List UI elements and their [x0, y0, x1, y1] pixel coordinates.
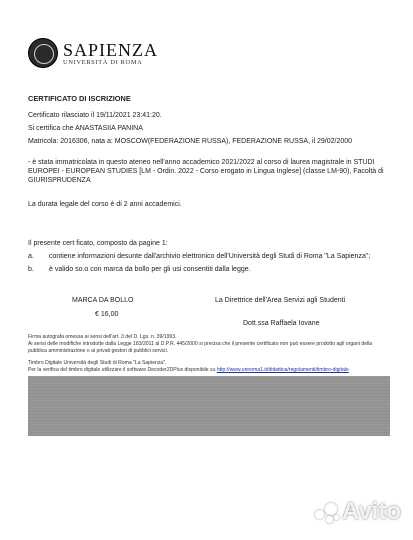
certified-person: Si certifica che ANASTASIIA PANINA: [28, 125, 143, 132]
stamp-amount: € 16,00: [95, 311, 119, 318]
footnote-verify-text: Per la verifica del timbro digitale utilizzare il software Decoder2DPlus disponibile su: [28, 367, 217, 373]
university-subtitle: UNIVERSITÀ DI ROMA: [63, 59, 143, 66]
item-a-text: contiene informazioni desunte dall'archivio elettronico dell'Università degli Studi di Roma "La Sapienza";: [49, 253, 371, 260]
university-name: SAPIENZA: [63, 40, 159, 60]
signatory-role: La Direttrice dell'Area Servizi agli Studenti: [215, 297, 346, 304]
footnote-stamp: Timbro Digitale Università degli Studi di Roma "La Sapienza".: [28, 360, 167, 366]
watermark-text: Avito: [341, 498, 401, 525]
enrollment-paragraph: - è stata immatricolata in questo ateneo nell'anno accademico 2021/2022 al corso di laurea magistrale in STUDI EUROPEI - EUROPEAN STUDIES [LM - Ordin. 2022 - Corso erogato in Lingua Inglese] (classe LM-90), Facoltà di GIURISPRUDENZA: [28, 159, 384, 184]
footnote-signature: Firma autografa omessa ai sensi dell'art. 3 del D. Lgs. n. 39/1993.: [28, 334, 177, 340]
course-duration: La durata legale del corso è di 2 anni accademici.: [28, 201, 182, 208]
composition-line: Il presente cert ficato, composto da pagine 1:: [28, 240, 168, 247]
certificate-title: CERTIFICATO DI ISCRIZIONE: [28, 94, 131, 103]
item-b-text: è valido so.o con marca da bollo per gli usi consentiti dalla legge.: [49, 266, 251, 273]
item-a-marker: a.: [28, 253, 34, 260]
avito-watermark: [314, 498, 401, 526]
matricola-line: Matricola: 2016306, nata a: MOSCOW(FEDERAZIONE RUSSA), FEDERAZIONE RUSSA, il 29/02/2000: [28, 138, 353, 145]
verify-link[interactable]: http://www.uniroma1.it/didattica/regolamenti/timbro-digitale: [216, 367, 349, 373]
issued-date: Certificato rilasciato il 19/11/2021 23:41:20.: [28, 112, 162, 119]
item-b-marker: b.: [28, 266, 34, 273]
stamp-label: MARCA DA BOLLO: [72, 297, 134, 304]
university-seal-icon: [28, 38, 58, 68]
digital-stamp-block: [28, 376, 390, 436]
signatory-name: Dott.ssa Raffaela Iovane: [243, 320, 320, 327]
footnote-verify: [28, 367, 398, 374]
avito-logo-icon: [314, 501, 340, 525]
footnote-legal: Ai sensi delle modifiche introdotte dalla Legge 183/2011 al D.P.R. 445/2000 si precisa che il presente certificato non può essere prodotto agli organi della pubblica amministrazione o ai privati gestori di pubblici servizi.: [28, 341, 373, 354]
